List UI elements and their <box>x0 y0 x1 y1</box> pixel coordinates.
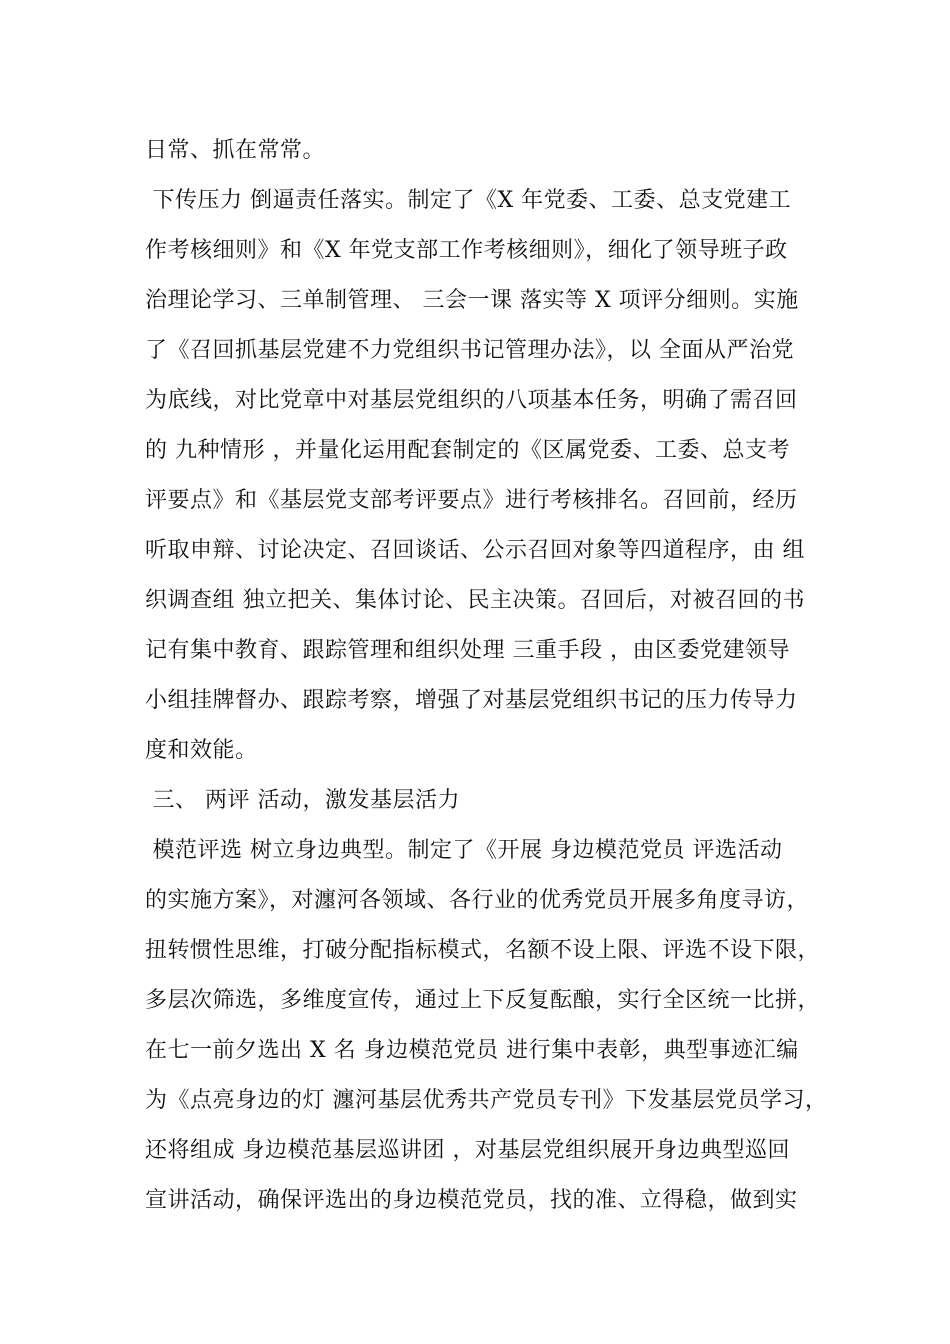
text-line: 多层次筛选，多维度宣传，通过上下反复酝酿，实行全区统一比拼， <box>145 988 821 1013</box>
text-line: 了《召回抓基层党建不力党组织书记管理办法》，以 全面从严治党 <box>145 338 794 363</box>
text-line: 的 九种情形 ，并量化运用配套制定的《区属党委、工委、总支考 <box>145 438 790 463</box>
text-line: 模范评选 树立身边典型。制定了《开展 身边模范党员 评选活动 <box>145 838 783 863</box>
text-line: 在七一前夕选出 X 名 身边模范党员 进行集中表彰，典型事迹汇编 <box>145 1038 799 1063</box>
text-line: 扭转惯性思维，打破分配指标模式，名额不设上限、评选不设下限， <box>145 938 821 963</box>
text-line: 为底线，对比党章中对基层党组织的八项基本任务，明确了需召回 <box>145 388 798 413</box>
text-line: 评要点》和《基层党支部考评要点》进行考核排名。召回前，经历 <box>145 488 798 513</box>
text-line: 的实施方案》，对瀍河各领域、各行业的优秀党员开展多角度寻访， <box>145 888 810 913</box>
text-line: 作考核细则》和《X 年党支部工作考核细则》，细化了领导班子政 <box>145 238 788 263</box>
text-line: 度和效能。 <box>145 738 258 763</box>
text-line: 治理论学习、三单制管理、 三会一课 落实等 X 项评分细则。实施 <box>145 288 799 313</box>
text-line: 为《点亮身边的灯 瀍河基层优秀共产党员专刊》下发基层党员学习， <box>145 1088 828 1113</box>
section-heading: 三、 两评 活动，激发基层活力 <box>145 788 460 813</box>
text-line: 宣讲活动，确保评选出的身边模范党员，找的准、立得稳，做到实 <box>145 1188 798 1213</box>
text-line: 日常、抓在常常。 <box>145 138 326 163</box>
text-line: 还将组成 身边模范基层巡讲团 ，对基层党组织展开身边典型巡回 <box>145 1138 790 1163</box>
text-line: 下传压力 倒逼责任落实。制定了《X 年党委、工委、总支党建工 <box>145 188 792 213</box>
text-line: 听取申辩、讨论决定、召回谈话、公示召回对象等四道程序，由 组 <box>145 538 805 563</box>
text-line: 织调查组 独立把关、集体讨论、民主决策。召回后，对被召回的书 <box>145 588 805 613</box>
text-line: 记有集中教育、跟踪管理和组织处理 三重手段 ，由区委党建领导 <box>145 638 790 663</box>
text-line: 小组挂牌督办、跟踪考察，增强了对基层党组织书记的压力传导力 <box>145 688 798 713</box>
